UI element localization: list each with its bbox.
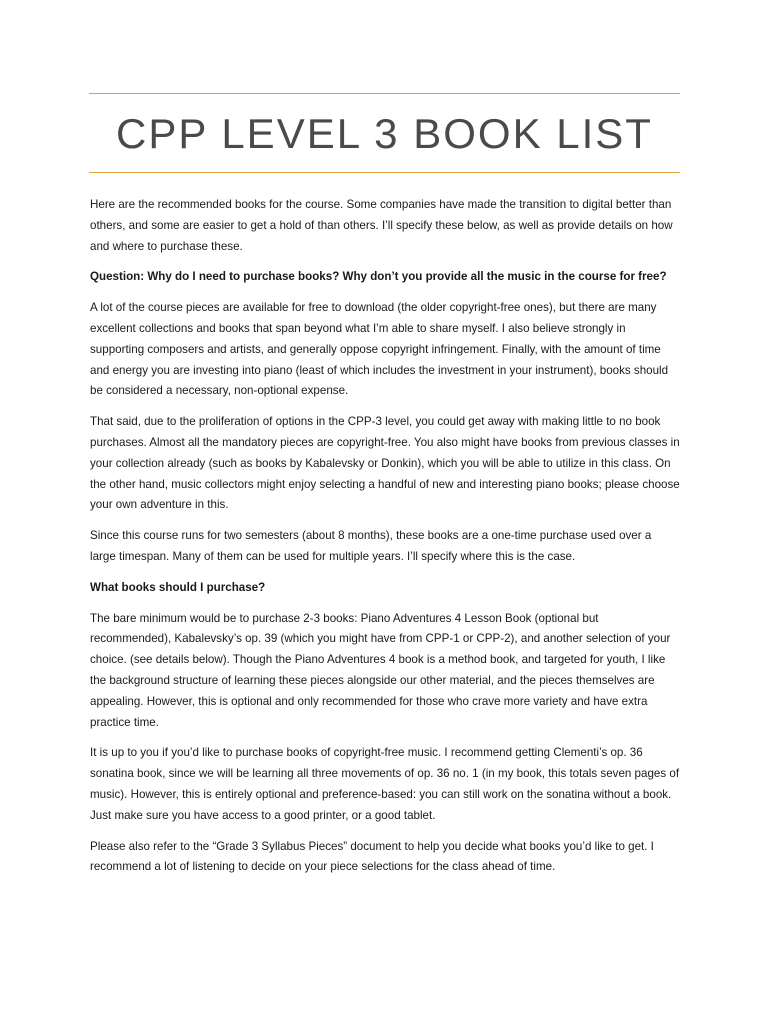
title-rule-bottom [89,172,680,173]
answer-paragraph: A lot of the course pieces are available for free to download (the older copyright-free ones), but there are many excellent collections and books that span beyond what I’m able to share myself. I also believe strongly in supporting composers and artists, and generally oppose copyright infringement. Finally, with the amount of time and energy you are investing into piano (least of which includes the investment in your instrument), books should be considered a necessary, non-optional expense. [90,301,669,398]
question-heading: Question: Why do I need to purchase books? Why don’t you provide all the music in the course for free? [90,270,667,284]
copyright-free-paragraph: It is up to you if you’d like to purchase books of copyright-free music. I recommend getting Clementi’s op. 36 sonatina book, since we will be learning all three movements of op. 36 no. 1 (in my book, this totals seven pages of music). However, this is entirely optional and preference-based: you can still work on the sonatina without a book. Just make sure you have access to a good printer, or a good tablet. [90,746,680,822]
syllabus-paragraph: Please also refer to the “Grade 3 Syllabus Pieces” document to help you decide what books you’d like to get. I recommend a lot of listening to decide on your piece selections for the class ahead of time. [90,839,654,874]
intro-paragraph: Here are the recommended books for the course. Some companies have made the transition to digital better than others, and some are easier to get a hold of than others. I’ll specify these below, as well as provide details on how and where to purchase these. [90,198,673,253]
page-title: CPP LEVEL 3 BOOK LIST [116,110,653,157]
options-paragraph: That said, due to the proliferation of options in the CPP-3 level, you could get away with making little to no book purchases. Almost all the mandatory pieces are copyright-free. You also might have books from previous classes in your collection already (such as books by Kabalevsky or Donkin), which you will be able to utilize in this class. On the other hand, music collectors might enjoy selecting a handful of new and interesting piano books; please choose your own adventure in this. [90,415,680,512]
minimum-paragraph: The bare minimum would be to purchase 2-3 books: Piano Adventures 4 Lesson Book (optional but recommended), Kabalevsky’s op. 39 (which you might have from CPP-1 or CPP-2), and another selection of your choice. (see details below). Though the Piano Adventures 4 book is a method book, and targeted for youth, I like the background structure of learning these pieces alongside our other material, and the pieces themselves are appealing. However, this is optional and only recommended for those who crave more variety and have extra practice time. [90,611,671,729]
document-body [90,195,680,888]
duration-paragraph: Since this course runs for two semesters (about 8 months), these books are a one-time purchase used over a large timespan. Many of them can be used for multiple years. I’ll specify where this is the case. [90,529,652,563]
title-rule-top [89,93,680,94]
purchase-heading: What books should I purchase? [90,580,266,594]
